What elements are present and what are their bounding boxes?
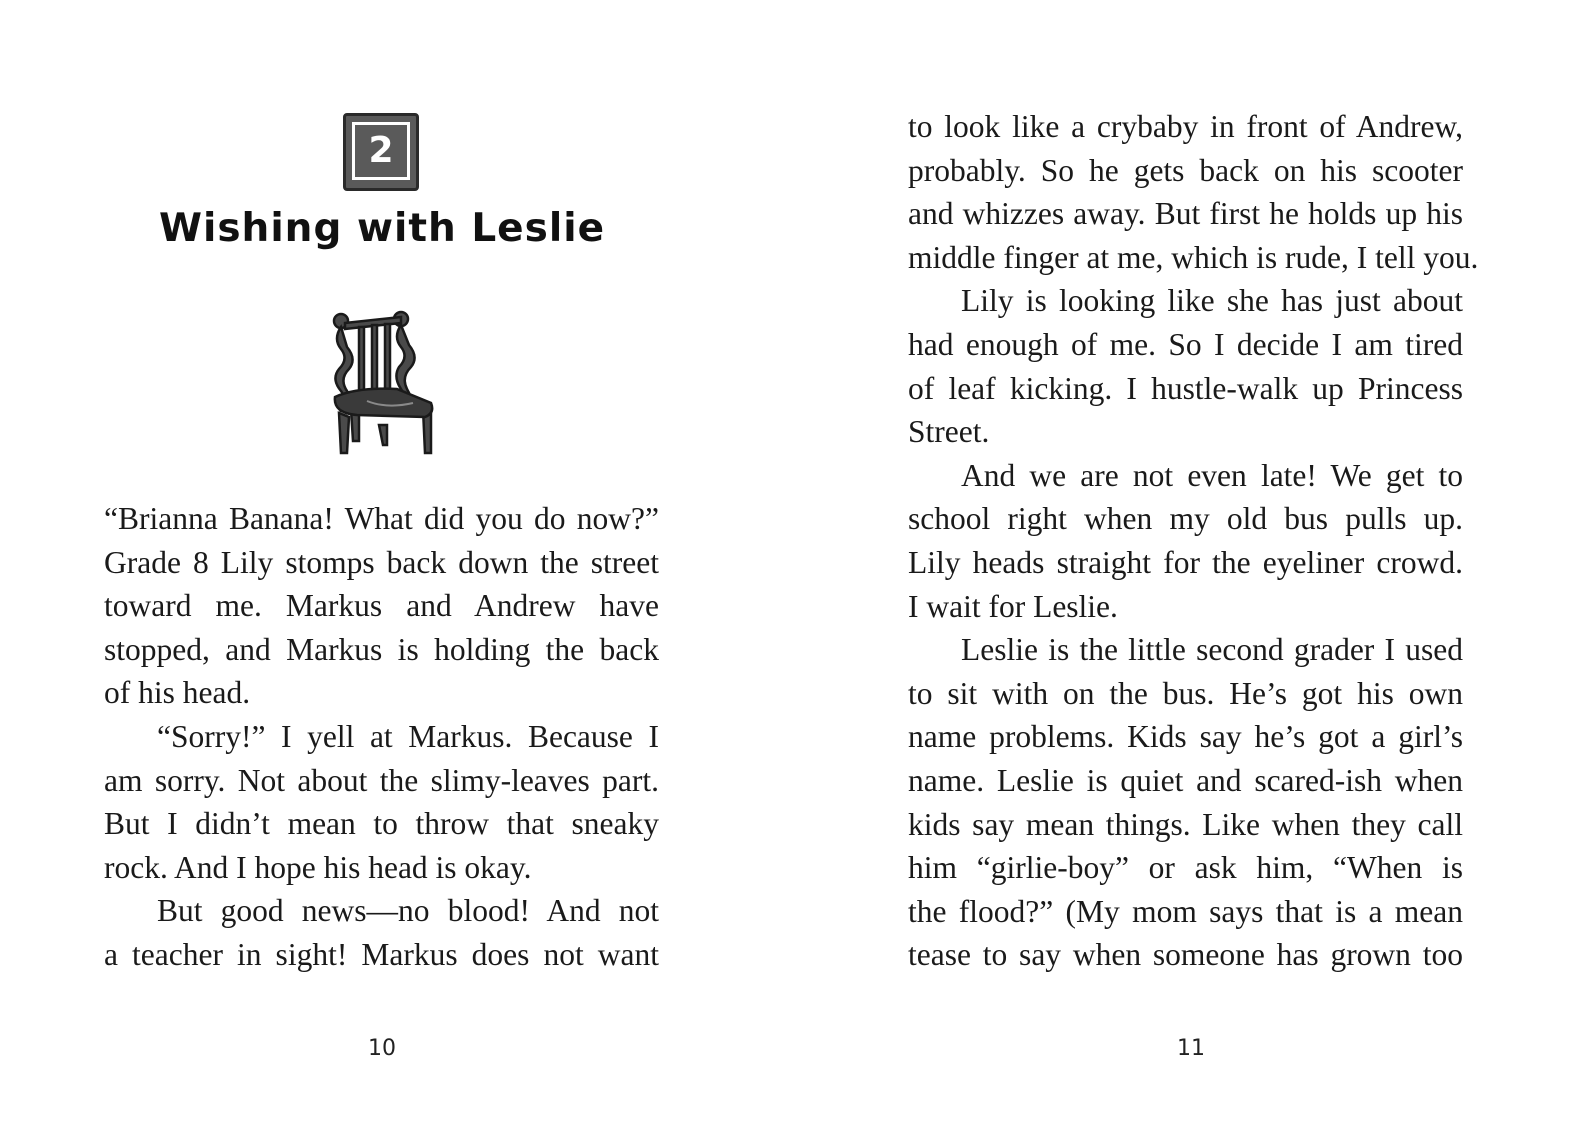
text-line: kids say mean things. Like when they call — [908, 806, 1463, 842]
text-line: But I didn’t mean to throw that sneaky — [104, 806, 659, 842]
left-page — [0, 0, 787, 1144]
text-line: stopped, and Markus is holding the back — [104, 631, 659, 667]
chapter-number-badge — [343, 113, 419, 191]
text-line: tease to say when someone has grown too — [908, 937, 1463, 973]
text-line: to look like a crybaby in front of Andrew, — [908, 109, 1463, 144]
text-line: school right when my old bus pulls up. — [908, 501, 1463, 537]
text-line: And we are not even late! We get to — [961, 457, 1463, 493]
text-line: Leslie is the little second grader I used — [961, 632, 1463, 668]
chapter-title: Wishing with Leslie — [158, 206, 606, 251]
text-line: had enough of me. So I decide I am tired — [908, 326, 1463, 362]
text-line: rock. And I hope his head is okay. — [104, 849, 532, 885]
text-line: I wait for Leslie. — [908, 588, 1118, 624]
text-line: him “girlie-boy” or ask him, “When is — [908, 850, 1463, 886]
text-line: a teacher in sight! Markus does not want — [104, 936, 659, 972]
page-number: 10 — [368, 1036, 396, 1061]
text-line: Street. — [908, 414, 990, 450]
text-line: of leaf kicking. I hustle-walk up Princess — [908, 370, 1463, 406]
text-line: the flood?” (My mom says that is a mean — [908, 893, 1463, 929]
text-line: But good news—no blood! And not — [157, 893, 659, 929]
right-page-body — [908, 105, 1479, 977]
page-number: 11 — [1177, 1036, 1205, 1061]
chair-icon — [327, 305, 439, 455]
right-page — [787, 0, 1575, 1144]
text-line: probably. So he gets back on his scooter — [908, 152, 1463, 188]
text-line: “Sorry!” I yell at Markus. Because I — [157, 718, 659, 754]
text-line: name. Leslie is quiet and scared-ish when — [908, 762, 1463, 798]
text-line: to sit with on the bus. He’s got his own — [908, 675, 1463, 711]
text-line: am sorry. Not about the slimy-leaves part. — [104, 762, 659, 798]
left-page-body — [104, 497, 659, 977]
text-line: middle finger at me, which is rude, I tell you. — [908, 239, 1479, 275]
text-line: toward me. Markus and Andrew have — [104, 588, 659, 624]
text-line: “Brianna Banana! What did you do now?” — [104, 501, 659, 536]
text-line: name problems. Kids say he’s got a girl’s — [908, 719, 1463, 755]
chapter-number: 2 — [368, 130, 394, 171]
text-line: Lily is looking like she has just about — [961, 283, 1463, 319]
text-line: Grade 8 Lily stomps back down the street — [104, 544, 659, 580]
text-line: Lily heads straight for the eyeliner crowd. — [908, 544, 1463, 580]
text-line: of his head. — [104, 675, 251, 711]
text-line: and whizzes away. But first he holds up his — [908, 196, 1463, 232]
